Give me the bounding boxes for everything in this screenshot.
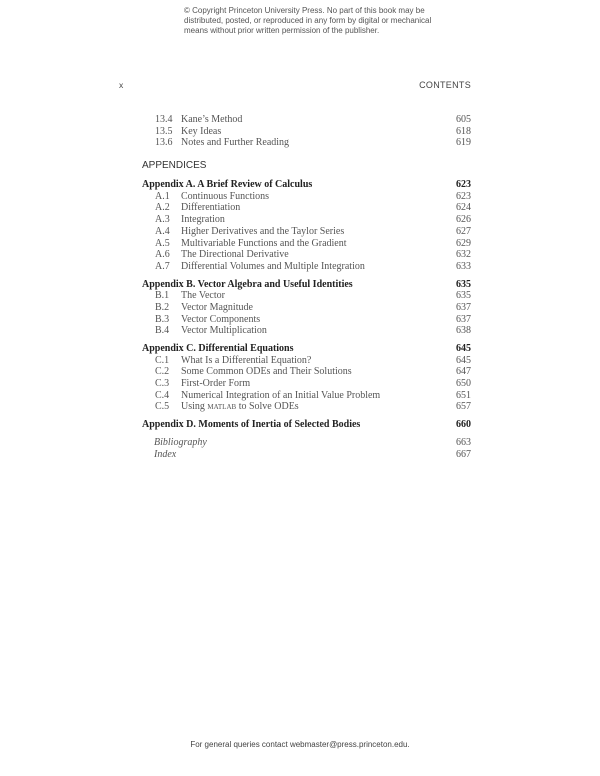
entry-title: Bibliography (154, 436, 207, 448)
copyright-line: © Copyright Princeton University Press. No part of this book may be (184, 6, 425, 15)
appendix-entry[interactable] (142, 419, 471, 431)
section-number: C.2 (155, 366, 170, 378)
entry-title: Vector Multiplication (181, 325, 267, 337)
copyright-notice (184, 6, 431, 36)
toc-entry[interactable] (142, 401, 471, 413)
toc-entry[interactable] (142, 191, 471, 203)
page-ref: 618 (456, 125, 471, 137)
running-head: CONTENTS (419, 80, 471, 90)
toc-entry[interactable] (142, 249, 471, 261)
page-ref: 637 (456, 313, 471, 325)
toc-entry[interactable] (142, 390, 471, 402)
section-number: A.1 (155, 190, 170, 202)
page-ref: 627 (456, 225, 471, 237)
entry-title: Key Ideas (181, 125, 222, 137)
entry-title: Vector Components (181, 313, 261, 325)
page-ref: 638 (456, 325, 471, 337)
section-number: A.7 (155, 260, 170, 272)
page-ref: 623 (456, 190, 471, 202)
page-ref: 663 (456, 436, 471, 448)
section-number: 13.5 (155, 125, 173, 137)
section-number: A.3 (155, 214, 170, 226)
back-matter-entry[interactable] (142, 437, 471, 449)
page-ref: 637 (456, 301, 471, 313)
toc-entry[interactable] (142, 302, 471, 314)
entry-title: Index (154, 448, 177, 460)
page-ref: 651 (456, 389, 471, 401)
page-ref: 632 (456, 249, 471, 261)
section-number: B.2 (155, 301, 170, 313)
entry-title: Integration (181, 214, 225, 226)
section-number: B.3 (155, 313, 170, 325)
page-ref: 660 (456, 419, 471, 431)
copyright-line: means without prior written permission of the publisher. (184, 26, 380, 35)
toc-entry[interactable] (142, 226, 471, 238)
appendix-entry[interactable] (142, 279, 471, 291)
page-ref: 605 (456, 114, 471, 125)
entry-title: Appendix D. Moments of Inertia of Selected Bodies (142, 419, 361, 431)
page-ref: 633 (456, 260, 471, 272)
page-ref: 623 (456, 179, 471, 191)
toc-entry[interactable] (142, 290, 471, 302)
page-ref: 635 (456, 278, 471, 290)
section-number: B.4 (155, 325, 170, 337)
toc-entry[interactable] (142, 325, 471, 337)
entry-title: Continuous Functions (181, 190, 270, 202)
page-ref: 626 (456, 214, 471, 226)
toc-entry[interactable] (142, 261, 471, 273)
back-matter-entry[interactable] (142, 449, 471, 461)
entry-title: Differential Volumes and Multiple Integration (181, 260, 365, 272)
page-ref: 657 (456, 401, 471, 413)
toc-entry[interactable] (142, 366, 471, 378)
footer-contact: For general queries contact webmaster@press.princeton.edu. (190, 740, 410, 749)
toc-entry[interactable] (142, 114, 471, 126)
section-number: C.1 (155, 354, 170, 366)
entry-title: The Directional Derivative (181, 249, 289, 261)
entry-title: Differentiation (181, 202, 241, 214)
toc-entry[interactable] (142, 378, 471, 390)
entry-title: Numerical Integration of an Initial Value Problem (181, 389, 381, 401)
toc-entry[interactable] (142, 137, 471, 149)
section-number: A.2 (155, 202, 170, 214)
entry-title: Kane’s Method (181, 114, 243, 125)
toc-entry[interactable] (142, 202, 471, 214)
table-of-contents (142, 114, 471, 460)
entry-title: The Vector (181, 290, 225, 302)
page-ref: 645 (456, 343, 471, 354)
matlab-smallcaps: matlab (207, 401, 237, 413)
entry-title: First-Order Form (181, 378, 251, 390)
section-number: C.3 (155, 378, 170, 390)
entry-title: Appendix A. A Brief Review of Calculus (142, 179, 313, 191)
section-number: C.4 (155, 389, 170, 401)
appendix-entry[interactable] (142, 343, 471, 355)
toc-entry[interactable] (142, 214, 471, 226)
page-number: x (119, 80, 124, 90)
page-ref: 635 (456, 290, 471, 302)
section-number: A.6 (155, 249, 170, 261)
copyright-line: distributed, posted, or reproduced in any form by digital or mechanical (184, 16, 432, 25)
entry-title: Notes and Further Reading (181, 137, 290, 149)
entry-title: Appendix B. Vector Algebra and Useful Identities (142, 278, 353, 290)
appendices-heading: APPENDICES (142, 160, 207, 172)
section-number: A.5 (155, 237, 170, 249)
section-number: 13.6 (155, 137, 173, 149)
page-ref: 619 (456, 137, 471, 149)
entry-title: Using matlab to Solve ODEs (181, 401, 299, 413)
toc-entry[interactable] (142, 126, 471, 138)
toc-entry[interactable] (142, 238, 471, 250)
entry-title: Appendix C. Differential Equations (142, 343, 294, 354)
section-number: 13.4 (155, 114, 173, 125)
page-ref: 624 (456, 202, 471, 214)
page-ref: 645 (456, 354, 471, 366)
toc-entry[interactable] (142, 314, 471, 326)
entry-title: Higher Derivatives and the Taylor Series (181, 225, 345, 237)
toc-entry[interactable] (142, 355, 471, 367)
page-ref: 629 (456, 237, 471, 249)
page-ref: 647 (456, 366, 471, 378)
section-number: A.4 (155, 225, 170, 237)
entry-title: Multivariable Functions and the Gradient (181, 237, 347, 249)
page-ref: 650 (456, 378, 471, 390)
entry-title: What Is a Differential Equation? (181, 354, 312, 366)
entry-title: Some Common ODEs and Their Solutions (181, 366, 352, 378)
appendix-entry[interactable] (142, 179, 471, 191)
section-number: C.5 (155, 401, 170, 413)
entry-title: Vector Magnitude (181, 301, 253, 313)
section-number: B.1 (155, 290, 170, 302)
page-ref: 667 (456, 448, 471, 460)
